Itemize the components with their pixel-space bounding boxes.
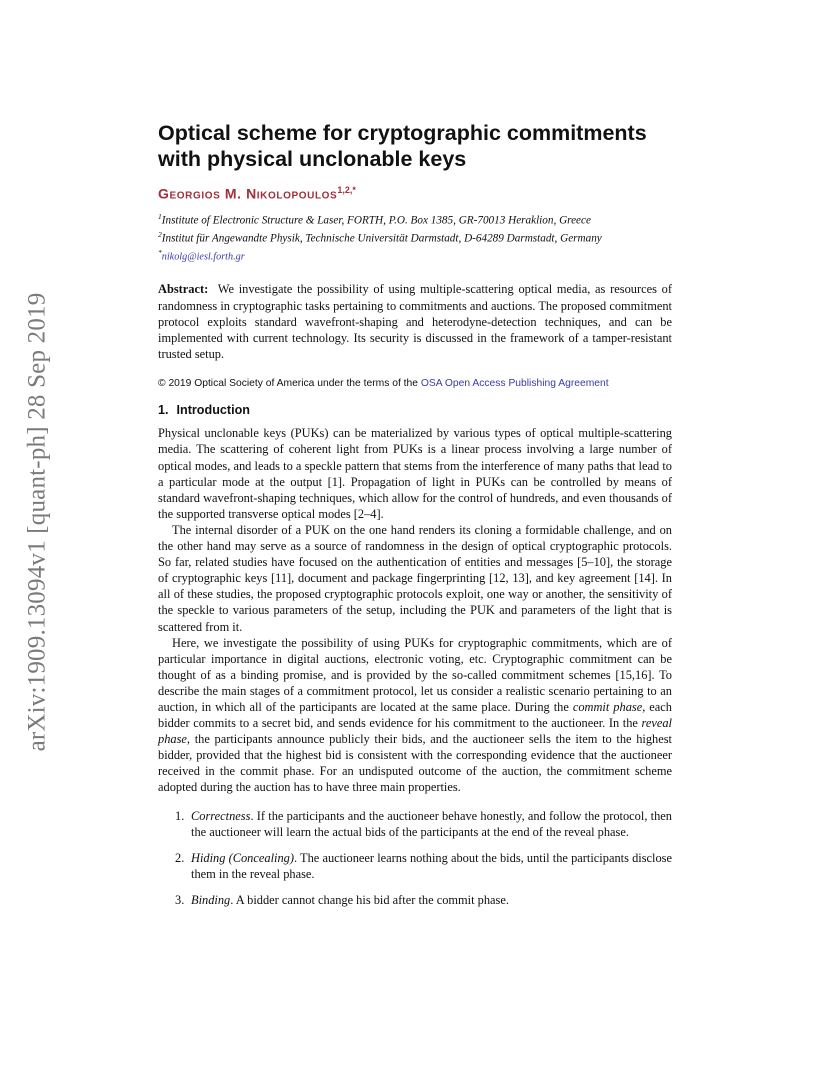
properties-list: [158, 808, 672, 908]
affiliation-2: [158, 228, 672, 246]
list-marker: 3.: [175, 892, 185, 907]
section-body: [158, 425, 672, 795]
term-commit-phase: commit phase: [572, 699, 643, 714]
paper-page: [158, 120, 672, 918]
section-number: 1.: [158, 403, 169, 418]
abstract: [158, 281, 672, 362]
affiliation-2-text: Institut für Angewandte Physik, Technische Universität Darmstadt, D-64289 Darmstadt, Germany: [161, 232, 602, 245]
title-line-1: Optical scheme for cryptographic commitments: [158, 121, 647, 145]
list-item: [158, 850, 672, 882]
email-link[interactable]: nikolg@iesl.forth.gr: [161, 251, 245, 263]
paragraph-2: The internal disorder of a PUK on the one hand renders its cloning a formidable challenge, and on the other hand may serve as a source of randomness in the design of optical cryptographic protocols. So far, related studies have focused on the authentication of entities and messages [5–10], the storage of cryptographic keys [11], document and package fingerprinting [12, 13], and key agreement [14]. In all of these studies, the proposed cryptographic protocols exploit, one way or another, the sensitivity of the speckle to various parameters of the setup, including the PUK and parameters of the light that is scattered from it.: [158, 522, 672, 634]
paragraph-1: Physical unclonable keys (PUKs) can be materialized by various types of optical multiple-scattering media. The scattering of coherent light from PUKs is a linear process involving a large number of optical modes, and leads to a speckle pattern that stems from the interference of many paths that lead to a particular mode at the output [1]. Propagation of light in PUKs can be controlled by means of standard wavefront-shaping techniques, which allow for the control of hundreds, and even thousands of the supported transverse optical modes [2–4].: [158, 426, 672, 521]
email-line: [158, 246, 672, 265]
copyright-text: © 2019 Optical Society of America under the terms of the: [158, 378, 418, 390]
arxiv-identifier: arXiv:1909.13094v1 [quant-ph] 28 Sep 2019: [23, 292, 50, 752]
list-marker: 1.: [175, 808, 185, 823]
paragraph-3-part-b: , each bidder commits to a secret bid, and sends evidence for his commitment to the auctioneer. In the: [158, 699, 672, 731]
section-heading: [158, 403, 672, 417]
osa-agreement-link[interactable]: OSA Open Access Publishing Agreement: [420, 378, 609, 390]
author-affiliation-marks: 1,2,*: [337, 185, 356, 195]
affiliation-1-mark: 1: [158, 211, 162, 221]
affiliation-1: [158, 210, 672, 228]
affiliation-1-text: Institute of Electronic Structure & Laser, FORTH, P.O. Box 1385, GR-70013 Heraklion, Greece: [161, 214, 591, 227]
abstract-text: We investigate the possibility of using multiple-scattering optical media, as resources of randomness in cryptographic tasks pertaining to commitments and auctions. The proposed commitment protocol exploits standard wavefront-shaping and heterodyne-detection techniques, and can be implemented with current technology. Its security is discussed in the framework of a tamper-resistant trusted setup.: [158, 282, 672, 362]
paragraph-3: [158, 635, 672, 796]
property-text: . The auctioneer learns nothing about the bids, until the participants disclose them in the reveal phase.: [191, 850, 672, 881]
abstract-label: Abstract:: [158, 282, 209, 297]
section-title: Introduction: [176, 403, 250, 418]
email-mark: *: [158, 248, 162, 258]
list-marker: 2.: [175, 850, 185, 865]
property-text: . A bidder cannot change his bid after the commit phase.: [230, 892, 509, 907]
paper-title: [158, 120, 672, 172]
list-item: [158, 808, 672, 840]
property-term: Hiding (Concealing): [191, 850, 294, 865]
copyright-notice: [158, 377, 672, 391]
arxiv-stamp: [22, 262, 52, 782]
list-item: [158, 892, 672, 908]
author-name: Georgios M. Nikolopoulos: [158, 185, 338, 202]
paragraph-3-part-a: Here, we investigate the possibility of using PUKs for cryptographic commitments, which are of particular importance in digital auctions, electronic voting, etc. Cryptographic commitment can be thought of as a binding promise, and is provided by the so-called commitment schemes [15,16]. To describe the main stages of a commitment protocol, let us consider a realistic scenario pertaining to an auction, in which all of the participants are located at the same place. During the: [158, 635, 672, 714]
title-line-2: with physical unclonable keys: [158, 147, 467, 171]
affiliations: [158, 210, 672, 266]
affiliation-2-mark: 2: [158, 229, 162, 239]
term-reveal-phase: reveal phase: [158, 716, 672, 747]
property-text: . If the participants and the auctioneer behave honestly, and follow the protocol, then the auctioneer will learn the actual bids of the participants at the end of the reveal phase.: [191, 808, 672, 839]
paragraph-3-part-c: , the participants announce publicly their bids, and the auctioneer sells the item to the highest bidder, provided that the highest bid is consistent with the corresponding evidence that the auctioneer received in the commit phase. For an undisputed outcome of the auction, the commitment scheme adopted during the auction has to have three main properties.: [158, 732, 672, 795]
author-line: [158, 185, 672, 202]
property-term: Correctness: [191, 808, 251, 823]
property-term: Binding: [191, 892, 231, 907]
